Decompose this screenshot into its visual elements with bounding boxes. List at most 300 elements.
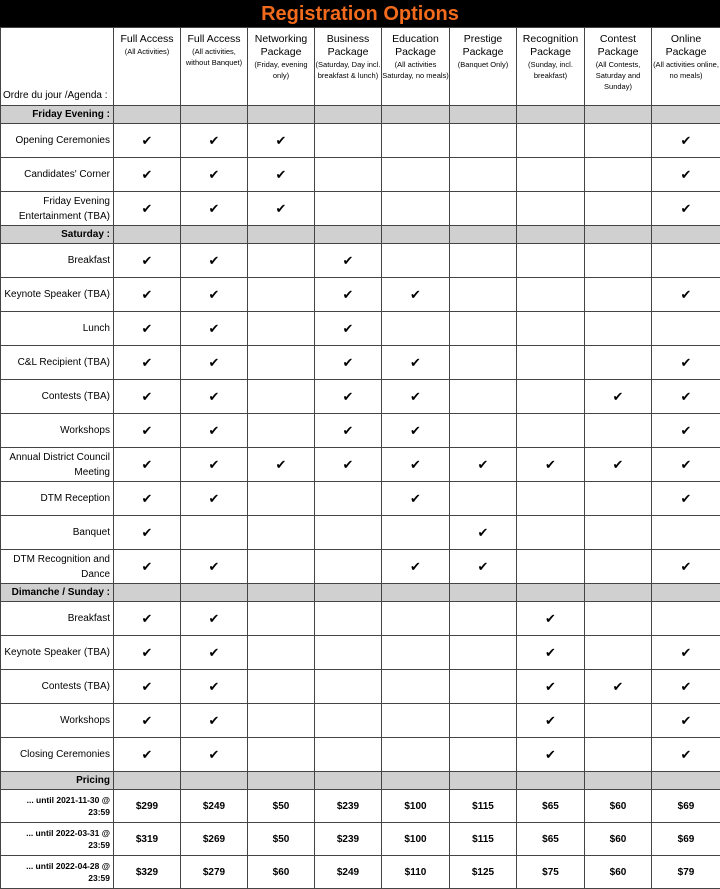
- check-icon: ✔: [382, 448, 450, 482]
- check-icon: ✔: [181, 124, 248, 158]
- check-icon: ✔: [181, 278, 248, 312]
- empty-cell: [652, 602, 720, 636]
- check-icon: ✔: [181, 414, 248, 448]
- price-value: $115: [450, 823, 517, 856]
- activity-label: Annual District Council Meeting: [1, 448, 114, 482]
- check-icon: ✔: [114, 602, 181, 636]
- empty-cell: [382, 312, 450, 346]
- empty-cell: [248, 516, 315, 550]
- check-icon: ✔: [517, 704, 585, 738]
- section-cell: [450, 226, 517, 244]
- price-value: $115: [450, 790, 517, 823]
- empty-cell: [315, 550, 382, 584]
- activity-label: Keynote Speaker (TBA): [1, 278, 114, 312]
- check-icon: ✔: [248, 124, 315, 158]
- section-cell: [382, 226, 450, 244]
- check-icon: ✔: [181, 244, 248, 278]
- empty-cell: [315, 124, 382, 158]
- empty-cell: [382, 158, 450, 192]
- check-icon: ✔: [315, 414, 382, 448]
- empty-cell: [315, 158, 382, 192]
- check-icon: ✔: [382, 482, 450, 516]
- empty-cell: [450, 602, 517, 636]
- package-name: Prestige Package: [450, 33, 516, 59]
- section-cell: [248, 106, 315, 124]
- check-icon: ✔: [114, 448, 181, 482]
- check-icon: ✔: [315, 244, 382, 278]
- activity-label: Lunch: [1, 312, 114, 346]
- check-icon: ✔: [315, 278, 382, 312]
- check-icon: ✔: [114, 278, 181, 312]
- check-icon: ✔: [652, 636, 720, 670]
- section-cell: [181, 584, 248, 602]
- activity-label: Banquet: [1, 516, 114, 550]
- section-cell: [382, 584, 450, 602]
- check-icon: ✔: [652, 124, 720, 158]
- empty-cell: [517, 414, 585, 448]
- package-header: [248, 28, 315, 106]
- empty-cell: [585, 414, 652, 448]
- check-icon: ✔: [181, 704, 248, 738]
- empty-cell: [585, 516, 652, 550]
- activity-label: Breakfast: [1, 602, 114, 636]
- check-icon: ✔: [181, 550, 248, 584]
- package-note: (All activities online, no meals): [652, 59, 720, 81]
- check-icon: ✔: [315, 380, 382, 414]
- price-value: $279: [181, 856, 248, 889]
- price-row: [1, 823, 720, 856]
- section-cell: [181, 106, 248, 124]
- check-icon: ✔: [181, 602, 248, 636]
- empty-cell: [517, 244, 585, 278]
- table-row: [1, 636, 720, 670]
- package-name: Networking Package: [248, 33, 314, 59]
- check-icon: ✔: [181, 380, 248, 414]
- empty-cell: [248, 738, 315, 772]
- table-row: [1, 670, 720, 704]
- empty-cell: [517, 312, 585, 346]
- section-cell: [652, 584, 720, 602]
- package-name: Full Access: [114, 33, 180, 46]
- check-icon: ✔: [114, 482, 181, 516]
- section-cell: [114, 106, 181, 124]
- price-row: [1, 790, 720, 823]
- package-name: Online Package: [652, 33, 720, 59]
- check-icon: ✔: [652, 380, 720, 414]
- section-cell: [652, 772, 720, 790]
- check-icon: ✔: [114, 192, 181, 226]
- package-header: [652, 28, 720, 106]
- package-note: (All Activities): [114, 46, 180, 57]
- check-icon: ✔: [181, 738, 248, 772]
- empty-cell: [517, 124, 585, 158]
- empty-cell: [652, 312, 720, 346]
- section-label: Friday Evening :: [1, 106, 114, 124]
- price-value: $79: [652, 856, 720, 889]
- check-icon: ✔: [181, 670, 248, 704]
- check-icon: ✔: [114, 244, 181, 278]
- check-icon: ✔: [315, 346, 382, 380]
- price-value: $239: [315, 823, 382, 856]
- empty-cell: [585, 312, 652, 346]
- table-row: [1, 704, 720, 738]
- package-name: Full Access: [181, 33, 247, 46]
- section-cell: [181, 772, 248, 790]
- price-value: $269: [181, 823, 248, 856]
- empty-cell: [382, 244, 450, 278]
- empty-cell: [450, 346, 517, 380]
- package-note: (All Contests, Saturday and Sunday): [585, 59, 651, 92]
- empty-cell: [382, 192, 450, 226]
- empty-cell: [315, 738, 382, 772]
- package-name: Recognition Package: [517, 33, 584, 59]
- table-row: [1, 516, 720, 550]
- empty-cell: [315, 602, 382, 636]
- table-row: [1, 124, 720, 158]
- check-icon: ✔: [114, 346, 181, 380]
- section-cell: [181, 226, 248, 244]
- check-icon: ✔: [382, 550, 450, 584]
- empty-cell: [450, 124, 517, 158]
- table-row: [1, 346, 720, 380]
- price-row: [1, 856, 720, 889]
- check-icon: ✔: [652, 550, 720, 584]
- package-note: (Saturday, Day incl. breakfast & lunch): [315, 59, 381, 81]
- check-icon: ✔: [114, 380, 181, 414]
- check-icon: ✔: [114, 704, 181, 738]
- check-icon: ✔: [114, 670, 181, 704]
- check-icon: ✔: [181, 158, 248, 192]
- table-row: [1, 312, 720, 346]
- price-deadline-label: ... until 2022-04-28 @ 23:59: [1, 856, 114, 889]
- check-icon: ✔: [652, 192, 720, 226]
- table-row: [1, 192, 720, 226]
- price-value: $60: [585, 823, 652, 856]
- empty-cell: [517, 482, 585, 516]
- check-icon: ✔: [585, 448, 652, 482]
- empty-cell: [517, 278, 585, 312]
- package-header: [585, 28, 652, 106]
- empty-cell: [248, 636, 315, 670]
- empty-cell: [248, 602, 315, 636]
- check-icon: ✔: [382, 380, 450, 414]
- section-cell: [585, 226, 652, 244]
- empty-cell: [585, 482, 652, 516]
- empty-cell: [585, 602, 652, 636]
- package-note: (Banquet Only): [450, 59, 516, 70]
- package-name: Business Package: [315, 33, 381, 59]
- empty-cell: [315, 192, 382, 226]
- section-cell: [517, 106, 585, 124]
- price-value: $75: [517, 856, 585, 889]
- header-row: [1, 28, 720, 106]
- empty-cell: [450, 312, 517, 346]
- check-icon: ✔: [652, 448, 720, 482]
- empty-cell: [382, 738, 450, 772]
- package-note: (Friday, evening only): [248, 59, 314, 81]
- price-value: $110: [382, 856, 450, 889]
- activity-label: Breakfast: [1, 244, 114, 278]
- table-row: [1, 602, 720, 636]
- section-cell: [114, 226, 181, 244]
- check-icon: ✔: [517, 670, 585, 704]
- empty-cell: [517, 192, 585, 226]
- check-icon: ✔: [114, 158, 181, 192]
- activity-label: Contests (TBA): [1, 380, 114, 414]
- empty-cell: [585, 636, 652, 670]
- activity-label: Candidates' Corner: [1, 158, 114, 192]
- price-value: $65: [517, 823, 585, 856]
- check-icon: ✔: [114, 312, 181, 346]
- package-header: [114, 28, 181, 106]
- activity-label: Friday Evening Entertainment (TBA): [1, 192, 114, 226]
- section-cell: [450, 772, 517, 790]
- empty-cell: [382, 704, 450, 738]
- empty-cell: [585, 346, 652, 380]
- registration-table: [0, 27, 720, 889]
- check-icon: ✔: [181, 192, 248, 226]
- empty-cell: [517, 550, 585, 584]
- price-value: $319: [114, 823, 181, 856]
- section-cell: [585, 772, 652, 790]
- empty-cell: [585, 244, 652, 278]
- empty-cell: [585, 704, 652, 738]
- empty-cell: [248, 278, 315, 312]
- check-icon: ✔: [585, 380, 652, 414]
- package-note: (All activities, without Banquet): [181, 46, 247, 68]
- empty-cell: [450, 380, 517, 414]
- empty-cell: [450, 414, 517, 448]
- check-icon: ✔: [181, 312, 248, 346]
- empty-cell: [517, 346, 585, 380]
- check-icon: ✔: [248, 448, 315, 482]
- price-value: $239: [315, 790, 382, 823]
- empty-cell: [248, 670, 315, 704]
- table-row: [1, 380, 720, 414]
- table-row: [1, 158, 720, 192]
- empty-cell: [450, 158, 517, 192]
- section-cell: [248, 226, 315, 244]
- empty-cell: [450, 244, 517, 278]
- price-value: $60: [248, 856, 315, 889]
- activity-label: C&L Recipient (TBA): [1, 346, 114, 380]
- empty-cell: [585, 738, 652, 772]
- check-icon: ✔: [315, 312, 382, 346]
- price-value: $69: [652, 790, 720, 823]
- empty-cell: [248, 704, 315, 738]
- check-icon: ✔: [652, 482, 720, 516]
- table-row: [1, 448, 720, 482]
- section-cell: [315, 584, 382, 602]
- activity-label: DTM Reception: [1, 482, 114, 516]
- empty-cell: [248, 550, 315, 584]
- activity-label: DTM Recognition and Dance: [1, 550, 114, 584]
- empty-cell: [450, 704, 517, 738]
- empty-cell: [517, 380, 585, 414]
- check-icon: ✔: [652, 346, 720, 380]
- price-value: $60: [585, 856, 652, 889]
- empty-cell: [585, 278, 652, 312]
- activity-label: Workshops: [1, 414, 114, 448]
- package-name: Education Package: [382, 33, 449, 59]
- check-icon: ✔: [517, 602, 585, 636]
- empty-cell: [315, 636, 382, 670]
- empty-cell: [585, 550, 652, 584]
- package-header: [517, 28, 585, 106]
- check-icon: ✔: [114, 414, 181, 448]
- section-cell: [450, 584, 517, 602]
- price-value: $50: [248, 823, 315, 856]
- empty-cell: [450, 738, 517, 772]
- section-cell: [652, 226, 720, 244]
- empty-cell: [315, 704, 382, 738]
- check-icon: ✔: [652, 278, 720, 312]
- package-note: (Sunday, incl. breakfast): [517, 59, 584, 81]
- section-cell: [652, 106, 720, 124]
- activity-label: Opening Ceremonies: [1, 124, 114, 158]
- section-row: [1, 106, 720, 124]
- section-row: [1, 584, 720, 602]
- section-cell: [382, 772, 450, 790]
- check-icon: ✔: [652, 704, 720, 738]
- activity-label: Closing Ceremonies: [1, 738, 114, 772]
- empty-cell: [517, 158, 585, 192]
- empty-cell: [248, 414, 315, 448]
- price-value: $249: [181, 790, 248, 823]
- activity-label: Workshops: [1, 704, 114, 738]
- empty-cell: [585, 158, 652, 192]
- section-row: [1, 772, 720, 790]
- section-cell: [114, 772, 181, 790]
- check-icon: ✔: [114, 738, 181, 772]
- section-label: Dimanche / Sunday :: [1, 584, 114, 602]
- check-icon: ✔: [248, 192, 315, 226]
- check-icon: ✔: [652, 414, 720, 448]
- price-value: $249: [315, 856, 382, 889]
- empty-cell: [248, 380, 315, 414]
- activity-label: Contests (TBA): [1, 670, 114, 704]
- price-value: $69: [652, 823, 720, 856]
- activity-label: Keynote Speaker (TBA): [1, 636, 114, 670]
- check-icon: ✔: [585, 670, 652, 704]
- check-icon: ✔: [114, 516, 181, 550]
- check-icon: ✔: [315, 448, 382, 482]
- check-icon: ✔: [181, 636, 248, 670]
- package-name: Contest Package: [585, 33, 651, 59]
- price-deadline-label: ... until 2021-11-30 @ 23:59: [1, 790, 114, 823]
- check-icon: ✔: [652, 738, 720, 772]
- empty-cell: [450, 278, 517, 312]
- check-icon: ✔: [517, 738, 585, 772]
- empty-cell: [315, 482, 382, 516]
- empty-cell: [652, 516, 720, 550]
- table-row: [1, 482, 720, 516]
- empty-cell: [382, 636, 450, 670]
- table-row: [1, 550, 720, 584]
- table-row: [1, 244, 720, 278]
- empty-cell: [181, 516, 248, 550]
- package-header: [181, 28, 248, 106]
- empty-cell: [248, 244, 315, 278]
- section-cell: [517, 584, 585, 602]
- check-icon: ✔: [382, 346, 450, 380]
- section-cell: [382, 106, 450, 124]
- empty-cell: [382, 670, 450, 704]
- section-cell: [517, 226, 585, 244]
- price-value: $329: [114, 856, 181, 889]
- price-value: $65: [517, 790, 585, 823]
- section-cell: [315, 226, 382, 244]
- section-cell: [585, 106, 652, 124]
- section-cell: [248, 772, 315, 790]
- empty-cell: [248, 482, 315, 516]
- empty-cell: [585, 124, 652, 158]
- price-value: $299: [114, 790, 181, 823]
- price-value: $60: [585, 790, 652, 823]
- table-row: [1, 738, 720, 772]
- empty-cell: [450, 670, 517, 704]
- package-header: [382, 28, 450, 106]
- check-icon: ✔: [382, 278, 450, 312]
- table-row: [1, 414, 720, 448]
- agenda-column-header: [1, 28, 114, 106]
- section-cell: [517, 772, 585, 790]
- empty-cell: [248, 346, 315, 380]
- check-icon: ✔: [248, 158, 315, 192]
- price-value: $125: [450, 856, 517, 889]
- empty-cell: [585, 192, 652, 226]
- empty-cell: [450, 482, 517, 516]
- section-cell: [315, 106, 382, 124]
- check-icon: ✔: [114, 124, 181, 158]
- section-cell: [248, 584, 315, 602]
- package-note: (All activities Saturday, no meals): [382, 59, 449, 81]
- package-header: [315, 28, 382, 106]
- check-icon: ✔: [450, 516, 517, 550]
- check-icon: ✔: [181, 448, 248, 482]
- empty-cell: [382, 516, 450, 550]
- section-cell: [114, 584, 181, 602]
- section-cell: [450, 106, 517, 124]
- empty-cell: [315, 670, 382, 704]
- check-icon: ✔: [450, 550, 517, 584]
- empty-cell: [248, 312, 315, 346]
- check-icon: ✔: [114, 550, 181, 584]
- section-label: Saturday :: [1, 226, 114, 244]
- price-value: $100: [382, 790, 450, 823]
- check-icon: ✔: [382, 414, 450, 448]
- check-icon: ✔: [652, 158, 720, 192]
- check-icon: ✔: [181, 346, 248, 380]
- empty-cell: [450, 192, 517, 226]
- check-icon: ✔: [450, 448, 517, 482]
- price-value: $50: [248, 790, 315, 823]
- empty-cell: [517, 516, 585, 550]
- empty-cell: [450, 636, 517, 670]
- price-value: $100: [382, 823, 450, 856]
- empty-cell: [652, 244, 720, 278]
- price-deadline-label: ... until 2022-03-31 @ 23:59: [1, 823, 114, 856]
- page-title: Registration Options: [0, 0, 720, 27]
- section-cell: [585, 584, 652, 602]
- empty-cell: [382, 124, 450, 158]
- section-label: Pricing: [1, 772, 114, 790]
- check-icon: ✔: [652, 670, 720, 704]
- package-header: [450, 28, 517, 106]
- table-row: [1, 278, 720, 312]
- check-icon: ✔: [517, 448, 585, 482]
- section-row: [1, 226, 720, 244]
